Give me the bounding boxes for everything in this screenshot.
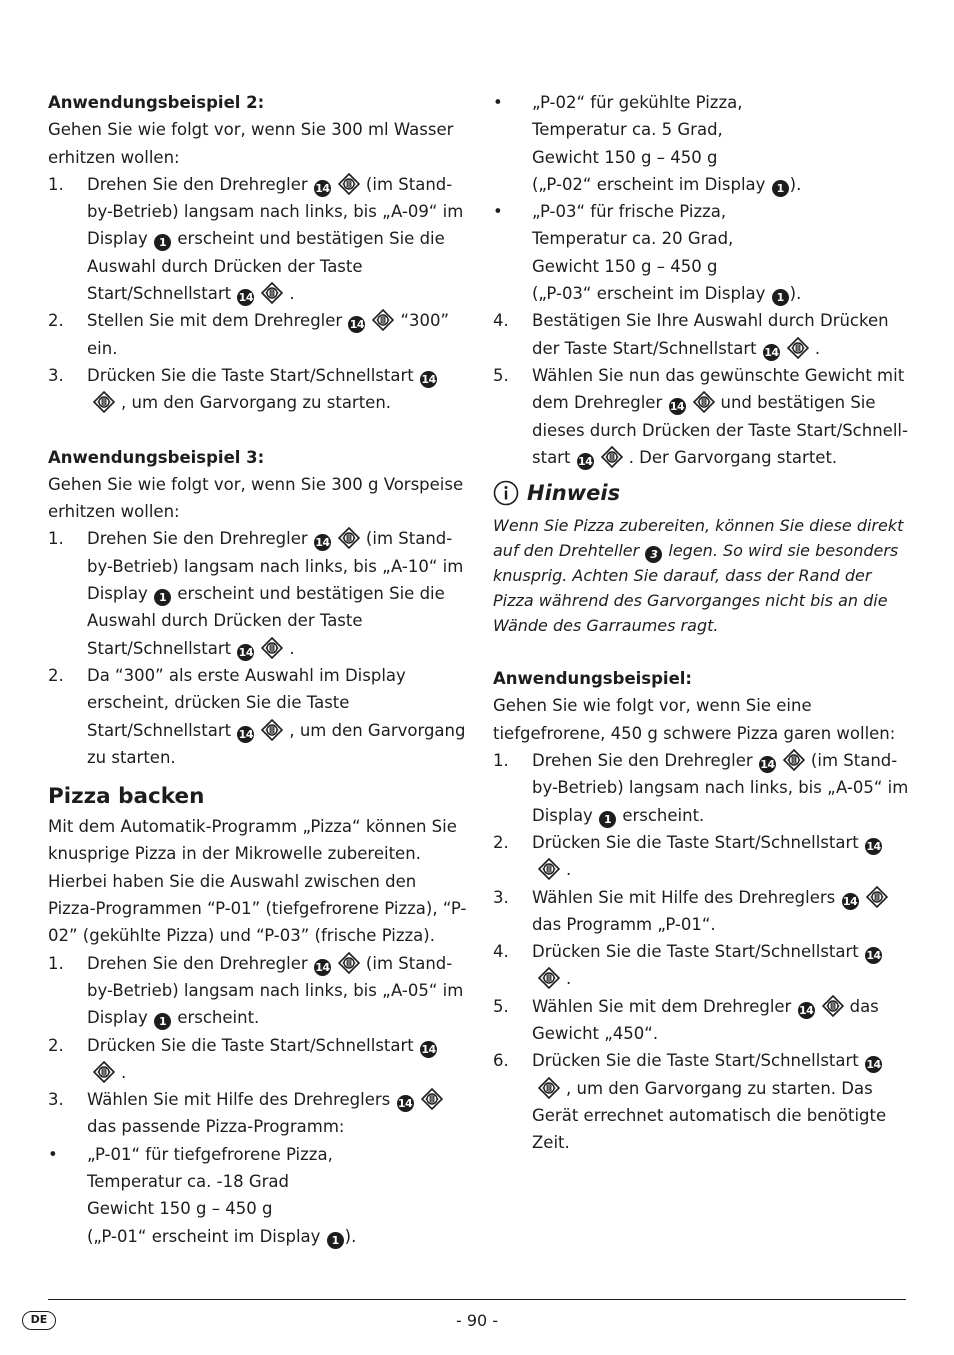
pizza-option-p02: • „P-02“ für gekühlte Pizza, Temperatur ca. 5 Grad, Gewicht 150 g – 450 g („P-02“ erscheint im Display 1 ).	[493, 93, 802, 195]
example-pizza-step-1: 1. Drehen Sie den Drehregler 14 (im Stand-by-Betrieb) langsam nach links, bis „A-05“ im Display 1 erscheint.	[493, 751, 909, 826]
ref-badge-knob: 14	[798, 1003, 814, 1017]
footer-divider	[48, 1299, 906, 1300]
language-badge: DE	[22, 1311, 56, 1330]
example-pizza-step-6: 6. Drücken Sie die Taste Start/Schnellstart 14, um den Garvorgang zu starten. Das Gerät errechnet automatisch die benötigte Zeit.	[493, 1051, 887, 1153]
example-3-title: Anwendungsbeispiel 3:	[48, 447, 265, 467]
knob-symbol-icon	[261, 719, 283, 741]
knob-symbol-icon	[421, 1088, 443, 1110]
example-pizza-title: Anwendungsbeispiel:	[493, 669, 693, 689]
pizza-step-3: 3. Wählen Sie mit Hilfe des Drehreglers 14das passende Pizza-Programm:	[48, 1086, 468, 1141]
knob-symbol-icon	[338, 527, 360, 549]
knob-symbol-icon	[372, 309, 394, 331]
right-column	[493, 89, 913, 1157]
ref-badge-knob: 14	[315, 181, 330, 195]
knob-symbol-icon	[601, 446, 623, 468]
ref-badge-display: 1	[154, 589, 171, 606]
ref-badge-knob: 14	[866, 1058, 881, 1072]
example-2-step-1: 1. Drehen Sie den Drehregler 14 (im Stand-by-Betrieb) langsam nach links, bis „A-09“ im Display 1 erscheint und bestätigen Sie die Auswahl durch Drücken der Taste Start/Schnellstart 14 .	[48, 174, 464, 305]
left-column	[48, 89, 468, 1250]
knob-symbol-icon	[783, 749, 805, 771]
pizza-step-1: 1. Drehen Sie den Drehregler 14 (im Stand-by-Betrieb) langsam nach links, bis „A-05“ im Display 1 erscheint.	[48, 953, 464, 1029]
pizza-intro: Mit dem Automatik-Programm „Pizza“ können Sie knusprige Pizza in der Mikrowelle zubereiten. Hierbei haben Sie die Auswahl zwischen den Pizza-Programmen “P-01” (tiefgefrorene Pizza), “P-02” (gekühlte Pizza) und “P-03” (frische Pizza).	[48, 817, 467, 946]
pizza-section-title: Pizza backen	[48, 784, 205, 810]
info-icon	[493, 480, 519, 506]
knob-symbol-icon	[93, 391, 115, 413]
ref-badge-knob: 14	[315, 960, 330, 974]
ref-badge-display: 1	[599, 811, 616, 828]
knob-symbol-icon	[538, 858, 560, 880]
ref-badge-knob: 14	[238, 727, 253, 741]
pizza-option-p03: • „P-03“ für frische Pizza, Temperatur ca. 20 Grad, Gewicht 150 g – 450 g („P-03“ erscheint im Display 1 ).	[493, 202, 802, 305]
example-3-intro: Gehen Sie wie folgt vor, wenn Sie 300 g Vorspeise erhitzen wollen:	[48, 474, 464, 522]
pizza-option-p01: • „P-01“ für tiefgefrorene Pizza, Temperatur ca. -18 Grad Gewicht 150 g – 450 g („P-01“ erscheint im Display 1 ).	[48, 1144, 357, 1247]
ref-badge-turntable: 3	[645, 546, 662, 563]
hinweis-title: Hinweis	[493, 479, 913, 507]
ref-badge-knob: 14	[238, 645, 253, 659]
ref-badge-knob: 14	[315, 536, 330, 550]
ref-badge-knob: 14	[866, 949, 881, 963]
knob-symbol-icon	[538, 1077, 560, 1099]
ref-badge-knob: 14	[238, 291, 253, 305]
example-2-step-2: 2. Stellen Sie mit dem Drehregler 14 “300” ein.	[48, 311, 450, 358]
example-pizza-step-4: 4. Drücken Sie die Taste Start/Schnellstart 14.	[493, 942, 881, 989]
example-2-title: Anwendungsbeispiel 2:	[48, 93, 265, 112]
pizza-step-5: 5. Wählen Sie nun das gewünschte Gewicht mit dem Drehregler 14 und bestätigen Sie dieses durch Drücken der Taste Start/Schnell-start 14 . Der Garvorgang startet.	[493, 365, 908, 468]
ref-badge-display: 1	[327, 1232, 344, 1249]
ref-badge-display: 1	[772, 180, 789, 197]
page-number: - 90 -	[455, 1311, 499, 1330]
knob-symbol-icon	[338, 952, 360, 974]
knob-symbol-icon	[866, 886, 888, 908]
knob-symbol-icon	[787, 337, 809, 359]
example-pizza-step-3: 3. Wählen Sie mit Hilfe des Drehreglers 14das Programm „P-01“.	[493, 884, 913, 939]
example-pizza-step-5: 5. Wählen Sie mit dem Drehregler 14 das Gewicht „450“.	[493, 996, 879, 1044]
ref-badge-knob: 14	[669, 400, 685, 414]
ref-badge-knob: 14	[760, 758, 775, 772]
pizza-step-4: 4. Bestätigen Sie Ihre Auswahl durch Drücken der Taste Start/Schnellstart 14 .	[493, 311, 889, 359]
knob-symbol-icon	[261, 282, 283, 304]
example-3-step-2: 2. Da “300” als erste Auswahl im Display erscheint, drücken Sie die Taste Start/Schnellstart 14 , um den Garvorgang zu starten.	[48, 665, 466, 767]
knob-symbol-icon	[338, 173, 360, 195]
ref-badge-display: 1	[154, 234, 171, 251]
ref-badge-knob: 14	[421, 372, 436, 386]
example-2-step-3: 3. Drücken Sie die Taste Start/Schnellstart 14, um den Garvorgang zu starten.	[48, 365, 436, 413]
ref-badge-knob: 14	[349, 318, 365, 332]
knob-symbol-icon	[822, 995, 844, 1017]
knob-symbol-icon	[693, 391, 715, 413]
ref-badge-knob: 14	[764, 345, 779, 359]
ref-badge-display: 1	[154, 1013, 171, 1030]
example-pizza-intro: Gehen Sie wie folgt vor, wenn Sie eine tiefgefrorene, 450 g schwere Pizza garen wollen:	[493, 696, 896, 743]
ref-badge-knob: 14	[578, 454, 593, 468]
ref-badge-knob: 14	[397, 1097, 413, 1111]
hinweis-text: Wenn Sie Pizza zubereiten, können Sie diese direkt auf den Drehteller 3 legen. So wird sie besonders knusprig. Achten Sie darauf, dass der Rand der Pizza während des Garvorganges nicht bis an die Wände des Garraumes ragt.	[493, 516, 904, 636]
ref-badge-knob: 14	[866, 839, 881, 853]
ref-badge-display: 1	[772, 289, 789, 306]
ref-badge-knob: 14	[421, 1042, 436, 1056]
knob-symbol-icon	[93, 1061, 115, 1083]
example-3-step-1: 1. Drehen Sie den Drehregler 14 (im Stand-by-Betrieb) langsam nach links, bis „A-10“ im Display 1 erscheint und bestätigen Sie die Auswahl durch Drücken der Taste Start/Schnellstart 14 .	[48, 529, 464, 659]
pizza-step-2: 2. Drücken Sie die Taste Start/Schnellstart 14.	[48, 1035, 436, 1082]
example-pizza-step-2: 2. Drücken Sie die Taste Start/Schnellstart 14.	[493, 832, 881, 880]
example-2-intro: Gehen Sie wie folgt vor, wenn Sie 300 ml Wasser erhitzen wollen:	[48, 120, 454, 167]
knob-symbol-icon	[261, 637, 283, 659]
knob-symbol-icon	[538, 967, 560, 989]
ref-badge-knob: 14	[842, 894, 858, 908]
